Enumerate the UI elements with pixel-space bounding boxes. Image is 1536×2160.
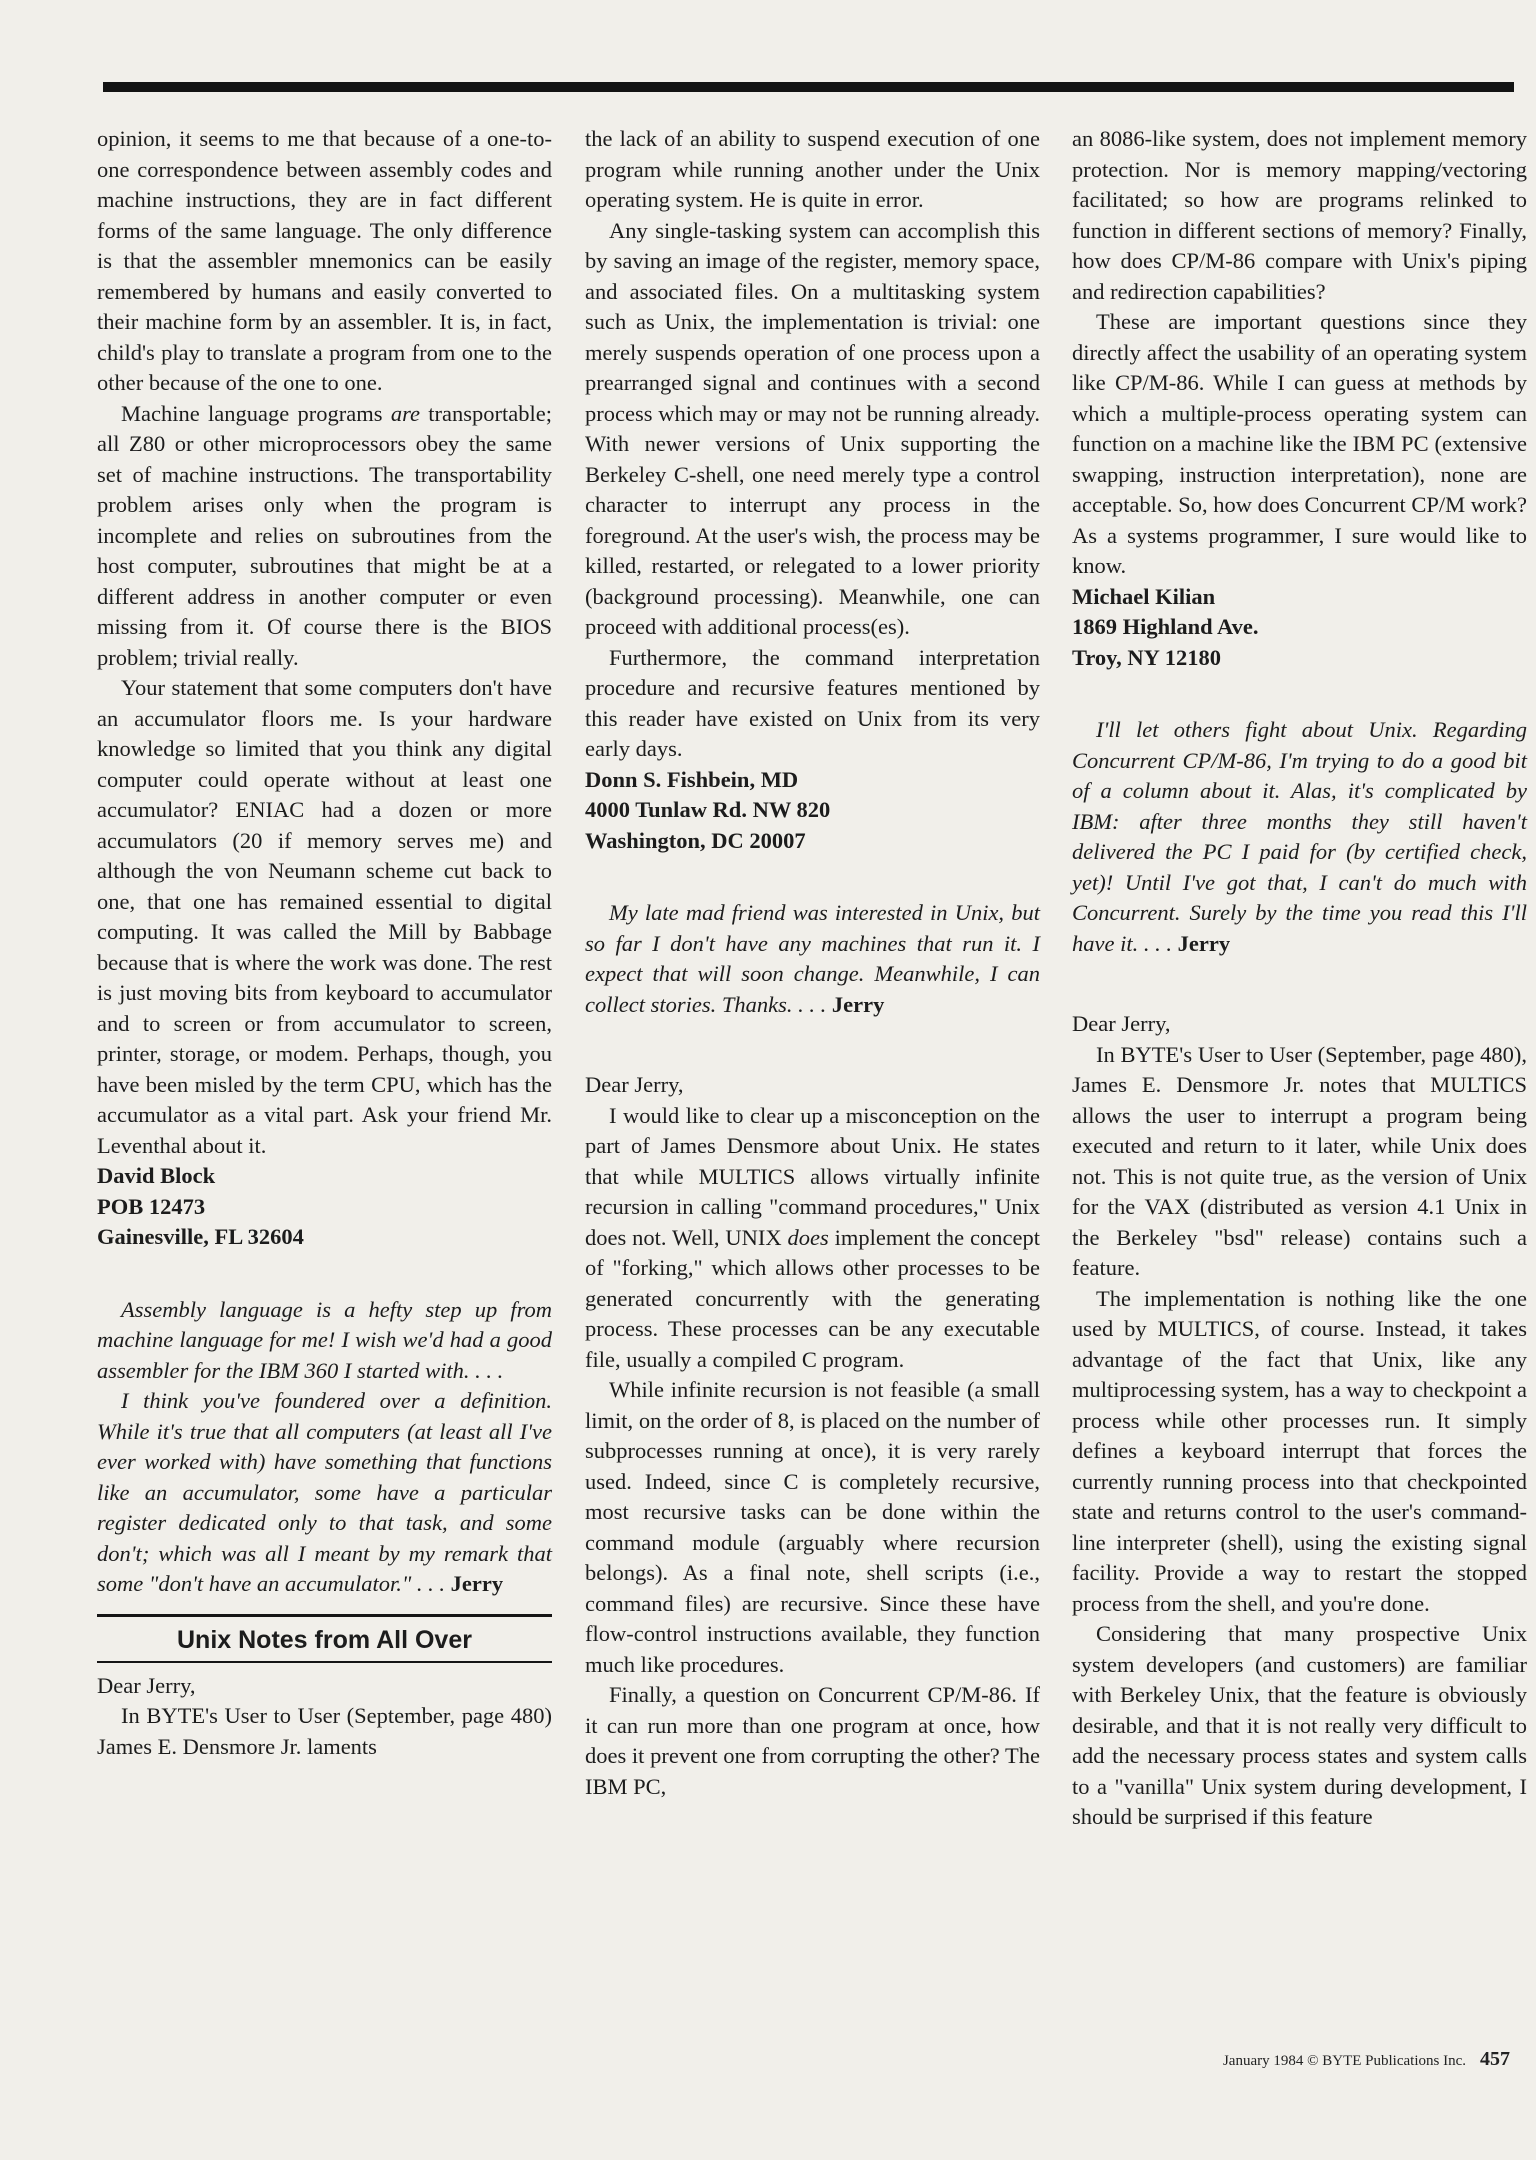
column-3 bbox=[1072, 124, 1527, 1833]
paragraph bbox=[97, 399, 552, 674]
page-footer bbox=[1150, 2048, 1510, 2071]
paragraph: The implementation is nothing like the one used by MULTICS, of course. Instead, it takes advantage of the fact that Unix, like any multiprocessing system, has a way to checkpoint a process while other processes run. It simply defines a keyboard interrupt that forces the currently running process into that checkpointed state and returns control to the user's command-line interpreter (shell), using the existing signal facility. Provide a way to restart the stopped process from the shell, and you're done. bbox=[1072, 1285, 1527, 1616]
paragraph: opinion, it seems to me that because of a one-to-one correspondence between assembly codes and machine instructions, they are in fact different forms of the same language. The only difference is that the assembler mnemonics can be easily remembered by humans and easily converted to their machine form by an assembler. It is, in fact, child's play to translate a program from one to the other because of the one to one. bbox=[97, 126, 552, 395]
signature-name: Donn S. Fishbein, MD bbox=[585, 766, 799, 792]
spacer bbox=[1072, 673, 1527, 715]
signature-address: Troy, NY 12180 bbox=[1072, 644, 1221, 670]
spacer bbox=[585, 856, 1040, 898]
salutation: Dear Jerry, bbox=[1072, 1011, 1171, 1036]
section-heading: Unix Notes from All Over bbox=[97, 1614, 552, 1663]
spacer bbox=[1072, 959, 1527, 1009]
signature-address: 1869 Highland Ave. bbox=[1072, 614, 1259, 639]
editor-reply: Assembly language is a hefty step up from machine language for me! I wish we'd had a good assembler for the IBM 360 I started with. . . . bbox=[97, 1296, 552, 1383]
text-run: transportable; all Z80 or other microprocessors obey the same set of machine instructions. The transportability problem arises only when the program is incomplete and relies on subroutines from the host computer, subroutines that might be at a different address in another computer or even missing from it. Of course there is the BIOS problem; trivial really. bbox=[97, 400, 552, 670]
editor-reply bbox=[585, 898, 1040, 1020]
paragraph: These are important questions since they directly affect the usability of an operating system like CP/M-86. While I can guess at methods by which a multiple-process operating system can function on a machine like the IBM PC (extensive swapping, instruction interpretation), none are acceptable. So, how does Concurrent CP/M work? As a systems programmer, I sure would like to know. bbox=[1072, 309, 1527, 578]
text-run: implement the concept of "forking," which allows other processes to be generated concurrently with the generating process. These processes can be any executable file, usually a compiled C program. bbox=[585, 1224, 1040, 1372]
paragraph: Furthermore, the command interpretation procedure and recursive features mentioned by this reader have existed on Unix from its very early days. bbox=[585, 644, 1040, 761]
reply-signature: Jerry bbox=[450, 1571, 504, 1596]
paragraph: While infinite recursion is not feasible (a small limit, on the order of 8, is placed on the number of subprocesses running at once), it is very rarely used. Indeed, since C is completely recursive, most recursive tasks can be done within the command module (arguably where recursion belongs). As a final note, shell scripts (i.e., command files) are recursive. Since these have flow-control instructions available, they function much like procedures. bbox=[585, 1377, 1040, 1677]
paragraph: an 8086-like system, does not implement memory protection. Nor is memory mapping/vectoring facilitated; so how are programs relinked to function in different sections of memory? Finally, how does CP/M-86 compare with Unix's piping and redirection capabilities? bbox=[1072, 126, 1527, 304]
paragraph: Any single-tasking system can accomplish this by saving an image of the register, memory space, and associated files. On a multitasking system such as Unix, the implementation is trivial: one merely suspends operation of one process upon a prearranged signal and continues with a second process which may or may not be running already. With newer versions of Unix supporting the Berkeley C-shell, one need merely type a control character to interrupt any process in the foreground. At the user's wish, the process may be killed, restarted, or relegated to a lower priority (background processing). Meanwhile, one can proceed with additional process(es). bbox=[585, 217, 1040, 639]
paragraph: Finally, a question on Concurrent CP/M-86. If it can run more than one program at once, how does it prevent one from corrupting the other? The IBM PC, bbox=[585, 1682, 1040, 1799]
paragraph bbox=[585, 1101, 1040, 1376]
column-1 bbox=[97, 124, 552, 1762]
column-2 bbox=[585, 124, 1040, 1802]
signature-address: Gainesville, FL 32604 bbox=[97, 1224, 304, 1249]
text-run: Machine language programs bbox=[121, 400, 391, 426]
paragraph: Considering that many prospective Unix system developers (and customers) are familiar with Berkeley Unix, that the feature is obviously desirable, and that it is not really very difficult to add the necessary process states and system calls to a "vanilla" Unix system during development, I should be surprised if this feature bbox=[1072, 1621, 1527, 1829]
page-number: 457 bbox=[1480, 2048, 1510, 2070]
paragraph: In BYTE's User to User (September, page 480), James E. Densmore Jr. notes that MULTICS allows the user to interrupt a program being executed and return to it later, while Unix does not. This is not quite true, as the version of Unix for the VAX (distributed as version 4.1 Unix in the Berkeley "bsd" release) contains such a feature. bbox=[1072, 1041, 1527, 1280]
emphasis: are bbox=[390, 400, 420, 426]
footer-credit: January 1984 © BYTE Publications Inc. bbox=[1222, 2053, 1466, 2069]
paragraph: In BYTE's User to User (September, page 480) James E. Densmore Jr. laments bbox=[97, 1703, 552, 1759]
signature-name: Michael Kilian bbox=[1072, 583, 1216, 609]
spacer bbox=[97, 1253, 552, 1295]
editor-reply bbox=[1072, 715, 1527, 959]
reply-text: My late mad friend was interested in Unix, but so far I don't have any machines that run it. I expect that will soon change. Meanwhile, I can collect stories. Thanks. . . . bbox=[585, 900, 1040, 1017]
signature-address: POB 12473 bbox=[97, 1193, 206, 1219]
reply-signature: Jerry bbox=[1177, 930, 1231, 956]
salutation: Dear Jerry, bbox=[97, 1672, 196, 1698]
emphasis: does bbox=[787, 1224, 829, 1250]
reply-signature: Jerry bbox=[831, 991, 885, 1017]
spacer bbox=[585, 1020, 1040, 1070]
signature-address: 4000 Tunlaw Rd. NW 820 bbox=[585, 797, 831, 822]
signature-address: Washington, DC 20007 bbox=[585, 827, 806, 853]
editor-reply bbox=[97, 1386, 552, 1600]
paragraph: the lack of an ability to suspend execution of one program while running another under the Unix operating system. He is quite in error. bbox=[585, 126, 1040, 212]
paragraph: Your statement that some computers don't have an accumulator floors me. Is your hardware knowledge so limited that you think any digital computer could operate without at least one accumulator? ENIAC had a dozen or more accumulators (20 if memory serves me) and although the von Neumann scheme cut back to one, that one has remained essential to digital computing. It was called the Mill by Babbage because that is where the work was done. The rest is just moving bits from keyboard to accumulator and to screen or from accumulator to screen, printer, storage, or modem. Perhaps, though, you have been misled by the term CPU, which has the accumulator as a vital part. Ask your friend Mr. Leventhal about it. bbox=[97, 675, 552, 1158]
text-run: I would like to clear up a misconception on the part of James Densmore about Unix. He states that while MULTICS allows virtually infinite recursion in calling "command procedures," Unix does not. Well, UNIX bbox=[585, 1102, 1040, 1250]
reply-text: I'll let others fight about Unix. Regarding Concurrent CP/M-86, I'm trying to do a good bit of a column about it. Alas, it's complicated by IBM: after three months they still haven't delivered the PC I paid for (by certified check, yet)! Until I've got that, I can't do much with Concurrent. Surely by the time you read this I'll have it. . . . bbox=[1072, 717, 1527, 956]
salutation: Dear Jerry, bbox=[585, 1072, 684, 1097]
reply-text: I think you've foundered over a definition. While it's true that all computers (at least all I've ever worked with) have something that functions like an accumulator, some have a particular register dedicated only to that task, and some don't; which was all I meant by my remark that some "don't have an accumulator." . . . bbox=[97, 1388, 552, 1596]
top-rule bbox=[103, 82, 1514, 92]
signature-name: David Block bbox=[97, 1163, 216, 1188]
